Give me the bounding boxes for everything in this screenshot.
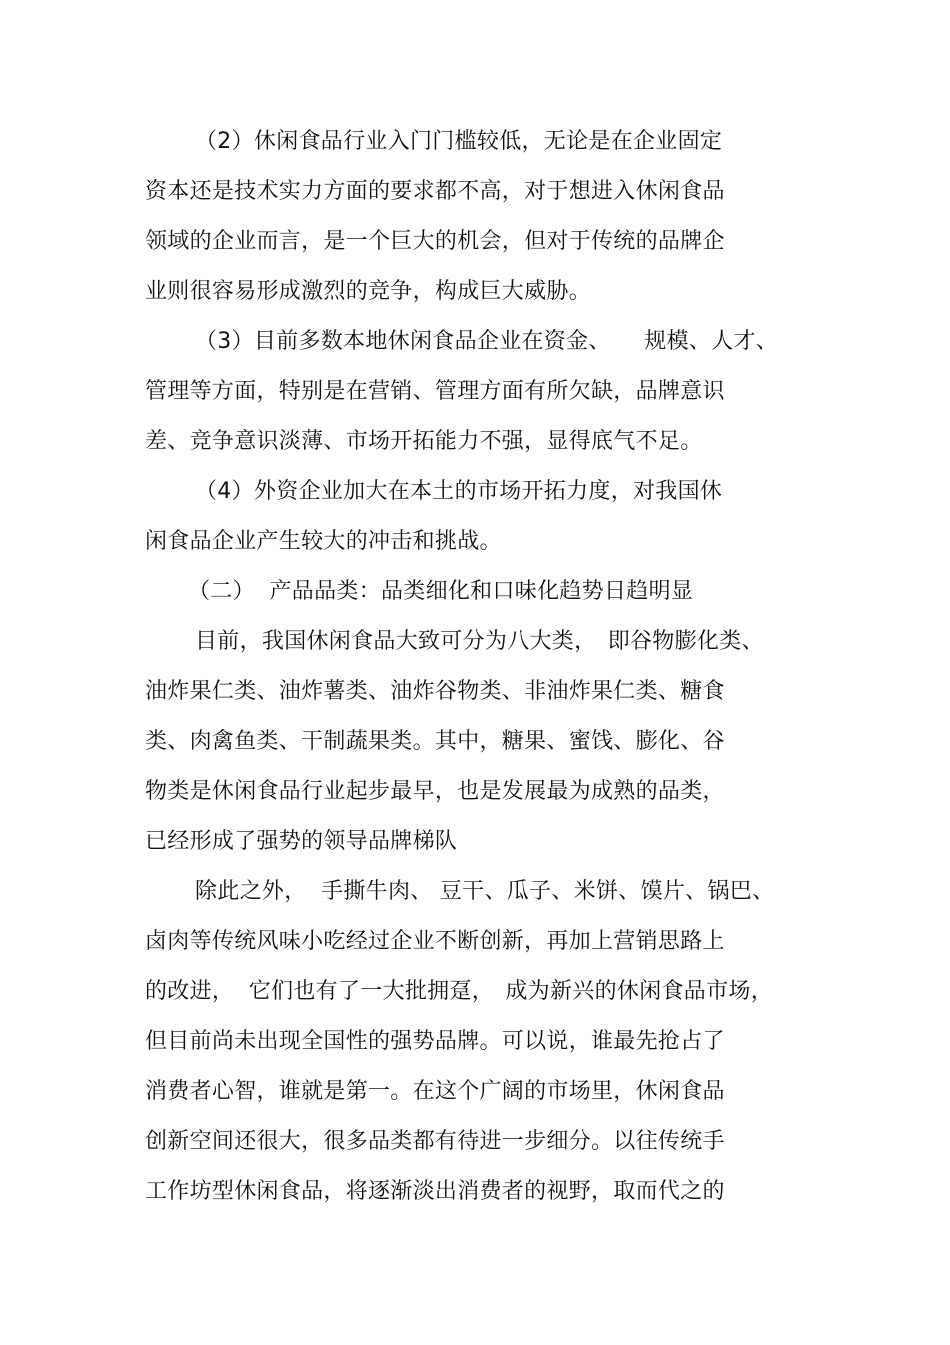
text-line: 目前，我国休闲食品大致可分为八大类， 即谷物膨化类、 — [195, 629, 764, 654]
text-line: 闲食品企业产生较大的冲击和挑战。 — [145, 529, 502, 554]
text-line: 业则很容易形成激烈的竞争，构成巨大威胁。 — [145, 279, 592, 304]
text-line: 管理等方面，特别是在营销、管理方面有所欠缺，品牌意识 — [145, 379, 725, 404]
text-line: 资本还是技术实力方面的要求都不高，对于想进入休闲食品 — [145, 179, 725, 204]
text-line: 除此之外， 手撕牛肉、 豆干、瓜子、米饼、馍片、锅巴、 — [195, 879, 775, 904]
text-line: 领域的企业而言，是一个巨大的机会，但对于传统的品牌企 — [145, 229, 725, 254]
text-line: 类、肉禽鱼类、干制蔬果类。其中，糖果、蜜饯、膨化、谷 — [145, 729, 725, 754]
text-line: 差、竞争意识淡薄、市场开拓能力不强，显得底气不足。 — [145, 429, 703, 454]
text-line: 工作坊型休闲食品，将逐渐淡出消费者的视野，取而代之的 — [145, 1179, 725, 1204]
text-line: 物类是休闲食品行业起步最早，也是发展最为成熟的品类， — [145, 779, 725, 804]
text-line: 消费者心智，谁就是第一。在这个广阔的市场里，休闲食品 — [145, 1079, 725, 1104]
text-line: 的改进， 它们也有了一大批拥趸， 成为新兴的休闲食品市场， — [145, 979, 773, 1004]
text-line: （4）外资企业加大在本土的市场开拓力度，对我国休 — [195, 479, 723, 504]
text-line: 油炸果仁类、油炸薯类、油炸谷物类、非油炸果仁类、糖食 — [145, 679, 725, 704]
text-line: 但目前尚未出现全国性的强势品牌。可以说，谁最先抢占了 — [145, 1029, 725, 1054]
text-line: 已经形成了强势的领导品牌梯队 — [145, 829, 458, 854]
section-heading: （二） 产品品类：品类细化和口味化趋势日趋明显 — [188, 579, 694, 604]
text-line: （3）目前多数本地休闲食品企业在资金、 规模、人才、 — [195, 329, 779, 354]
text-line: （2）休闲食品行业入门门槛较低，无论是在企业固定 — [195, 129, 723, 154]
text-line: 卤肉等传统风味小吃经过企业不断创新，再加上营销思路上 — [145, 929, 725, 954]
text-line: 创新空间还很大，很多品类都有待进一步细分。以往传统手 — [145, 1129, 725, 1154]
